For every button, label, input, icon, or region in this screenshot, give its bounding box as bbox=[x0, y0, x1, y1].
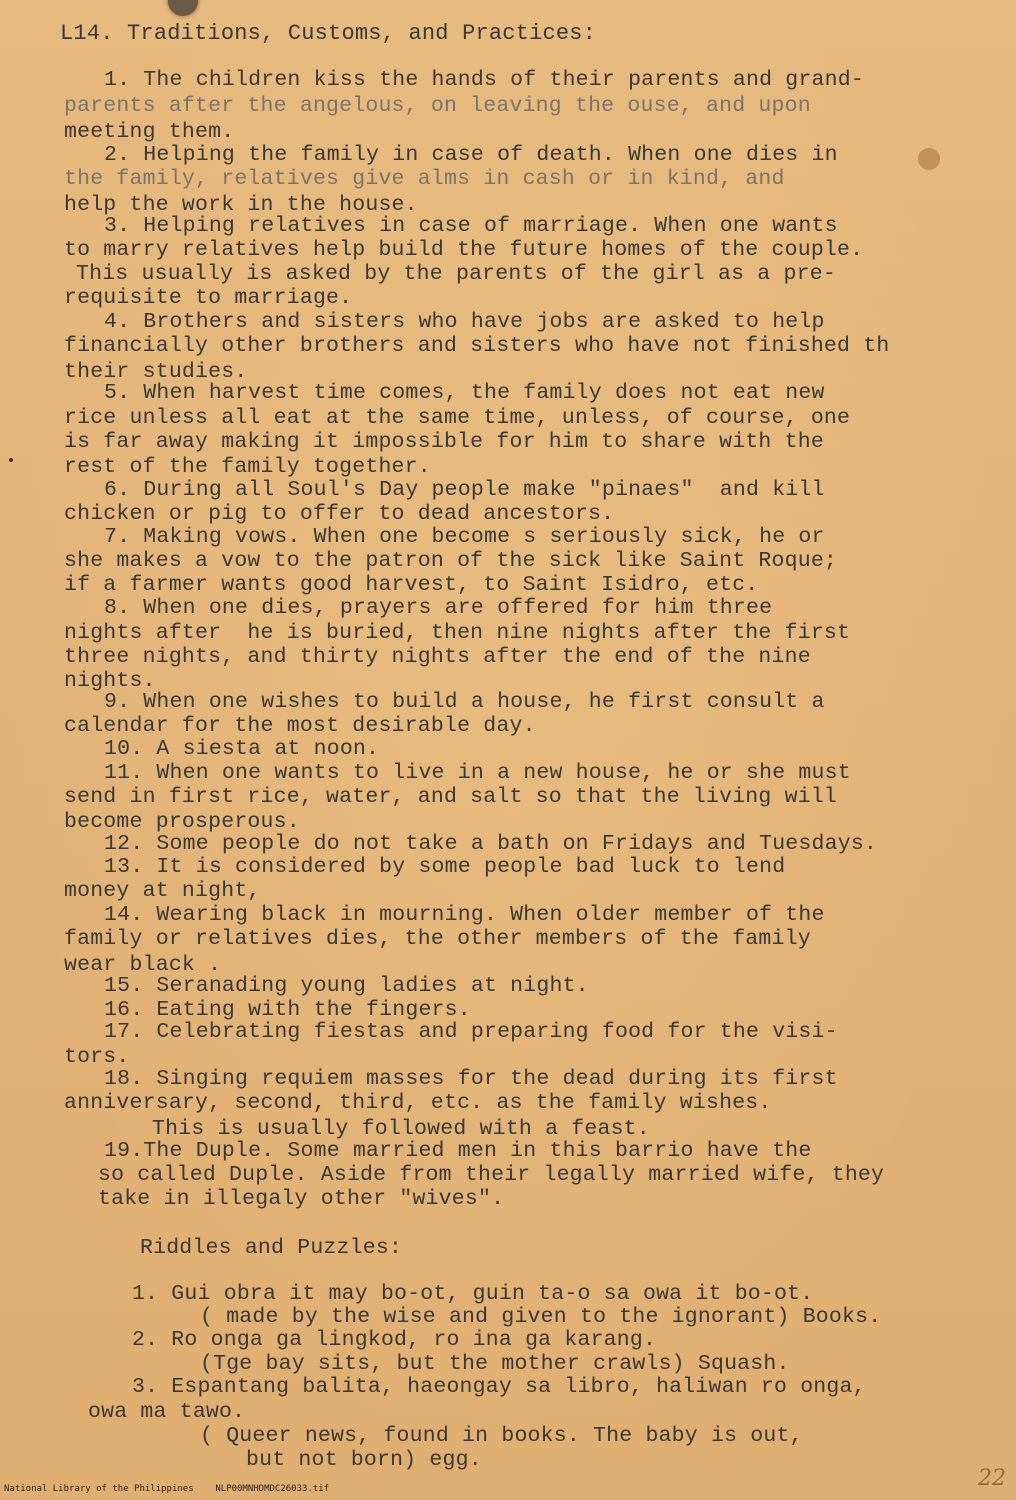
custom-line: 16. Eating with the fingers. bbox=[104, 998, 471, 1022]
custom-line: 8. When one dies, prayers are offered for him three bbox=[104, 596, 773, 620]
margin-dot bbox=[9, 458, 13, 462]
custom-line: 11. When one wants to live in a new house, he or she must bbox=[104, 761, 851, 785]
paper-stain bbox=[918, 148, 940, 170]
custom-line: parents after the angelous, on leaving the ouse, and upon bbox=[64, 94, 811, 118]
custom-line: 12. Some people do not take a bath on Fridays and Tuesdays. bbox=[104, 832, 878, 856]
custom-line: 9. When one wishes to build a house, he first consult a bbox=[104, 690, 825, 714]
custom-line: so called Duple. Aside from their legally married wife, they bbox=[98, 1163, 885, 1187]
custom-line: 18. Singing requiem masses for the dead during its first bbox=[104, 1067, 838, 1091]
custom-line: tors. bbox=[64, 1045, 130, 1069]
custom-line: 3. Helping relatives in case of marriage. When one wants bbox=[104, 214, 838, 238]
custom-line: requisite to marriage. bbox=[64, 286, 353, 310]
riddles-heading: Riddles and Puzzles: bbox=[140, 1236, 403, 1260]
custom-line: nights after he is buried, then nine nights after the first bbox=[64, 621, 851, 645]
custom-line: 2. Helping the family in case of death. When one dies in bbox=[104, 143, 838, 167]
custom-line: to marry relatives help build the future homes of the couple. bbox=[64, 238, 864, 262]
custom-line: 4. Brothers and sisters who have jobs are asked to help bbox=[104, 310, 825, 334]
custom-line: meeting them. bbox=[64, 120, 235, 144]
custom-line: money at night, bbox=[64, 879, 261, 903]
custom-line: she makes a vow to the patron of the sick like Saint Roque; bbox=[64, 549, 838, 573]
custom-line: their studies. bbox=[64, 360, 248, 384]
custom-line: take in illegaly other "wives". bbox=[98, 1187, 505, 1211]
custom-line: help the work in the house. bbox=[64, 193, 418, 217]
custom-line: 1. The children kiss the hands of their parents and grand- bbox=[104, 68, 864, 92]
custom-line: send in first rice, water, and salt so that the living will bbox=[64, 785, 838, 809]
custom-line: calendar for the most desirable day. bbox=[64, 714, 536, 738]
custom-line: is far away making it impossible for him to share with the bbox=[64, 430, 824, 454]
custom-line: rice unless all eat at the same time, unless, of course, one bbox=[64, 406, 851, 430]
riddle-line: 1. Gui obra it may bo-ot, guin ta-o sa owa it bo-ot. bbox=[132, 1282, 814, 1306]
section-title: L14. Traditions, Customs, and Practices: bbox=[60, 21, 597, 46]
custom-line: 6. During all Soul's Day people make "pinaes" and kill bbox=[104, 478, 825, 502]
page-number: 22 bbox=[978, 1466, 1006, 1491]
custom-line: 15. Seranading young ladies at night. bbox=[104, 974, 589, 998]
riddle-line: owa ma tawo. bbox=[88, 1400, 246, 1424]
custom-line: 14. Wearing black in mourning. When older member of the bbox=[104, 903, 825, 927]
custom-line: 7. Making vows. When one become s seriously sick, he or bbox=[104, 525, 825, 549]
custom-line: chicken or pig to offer to dead ancestors. bbox=[64, 502, 615, 526]
custom-line: anniversary, second, third, etc. as the family wishes. bbox=[64, 1091, 772, 1115]
custom-line: 5. When harvest time comes, the family does not eat new bbox=[104, 381, 825, 405]
archive-footer: National Library of the Philippines NLP00MNHDMDC26033.tif bbox=[4, 1484, 330, 1494]
custom-line: nights. bbox=[64, 669, 156, 693]
riddle-line: ( made by the wise and given to the ignorant) Books. bbox=[200, 1305, 882, 1329]
custom-line: 10. A siesta at noon. bbox=[104, 737, 380, 761]
custom-line: the family, relatives give alms in cash or in kind, and bbox=[64, 167, 785, 191]
custom-line: if a farmer wants good harvest, to Saint Isidro, etc. bbox=[64, 573, 759, 597]
custom-line: This usually is asked by the parents of the girl as a pre- bbox=[76, 262, 836, 286]
riddle-line: but not born) egg. bbox=[246, 1448, 482, 1472]
riddle-line: 3. Espantang balita, haeongay sa libro, haliwan ro onga, bbox=[132, 1375, 866, 1399]
riddle-line: 2. Ro onga ga lingkod, ro ina ga karang. bbox=[132, 1328, 657, 1352]
riddle-line: ( Queer news, found in books. The baby is out, bbox=[200, 1424, 803, 1448]
punch-hole bbox=[168, 0, 198, 16]
custom-line: This is usually followed with a feast. bbox=[152, 1117, 650, 1141]
custom-line: become prosperous. bbox=[64, 810, 300, 834]
custom-line: 19.The Duple. Some married men in this barrio have the bbox=[104, 1139, 812, 1163]
custom-line: financially other brothers and sisters who have not finished th bbox=[64, 334, 890, 358]
riddle-line: (Tge bay sits, but the mother crawls) Squash. bbox=[200, 1352, 790, 1376]
custom-line: family or relatives dies, the other members of the family bbox=[64, 927, 811, 951]
custom-line: 13. It is considered by some people bad luck to lend bbox=[104, 855, 786, 879]
custom-line: 17. Celebrating fiestas and preparing food for the visi- bbox=[104, 1020, 838, 1044]
custom-line: three nights, and thirty nights after the end of the nine bbox=[64, 645, 811, 669]
custom-line: rest of the family together. bbox=[64, 455, 431, 479]
custom-line: wear black . bbox=[64, 953, 222, 977]
